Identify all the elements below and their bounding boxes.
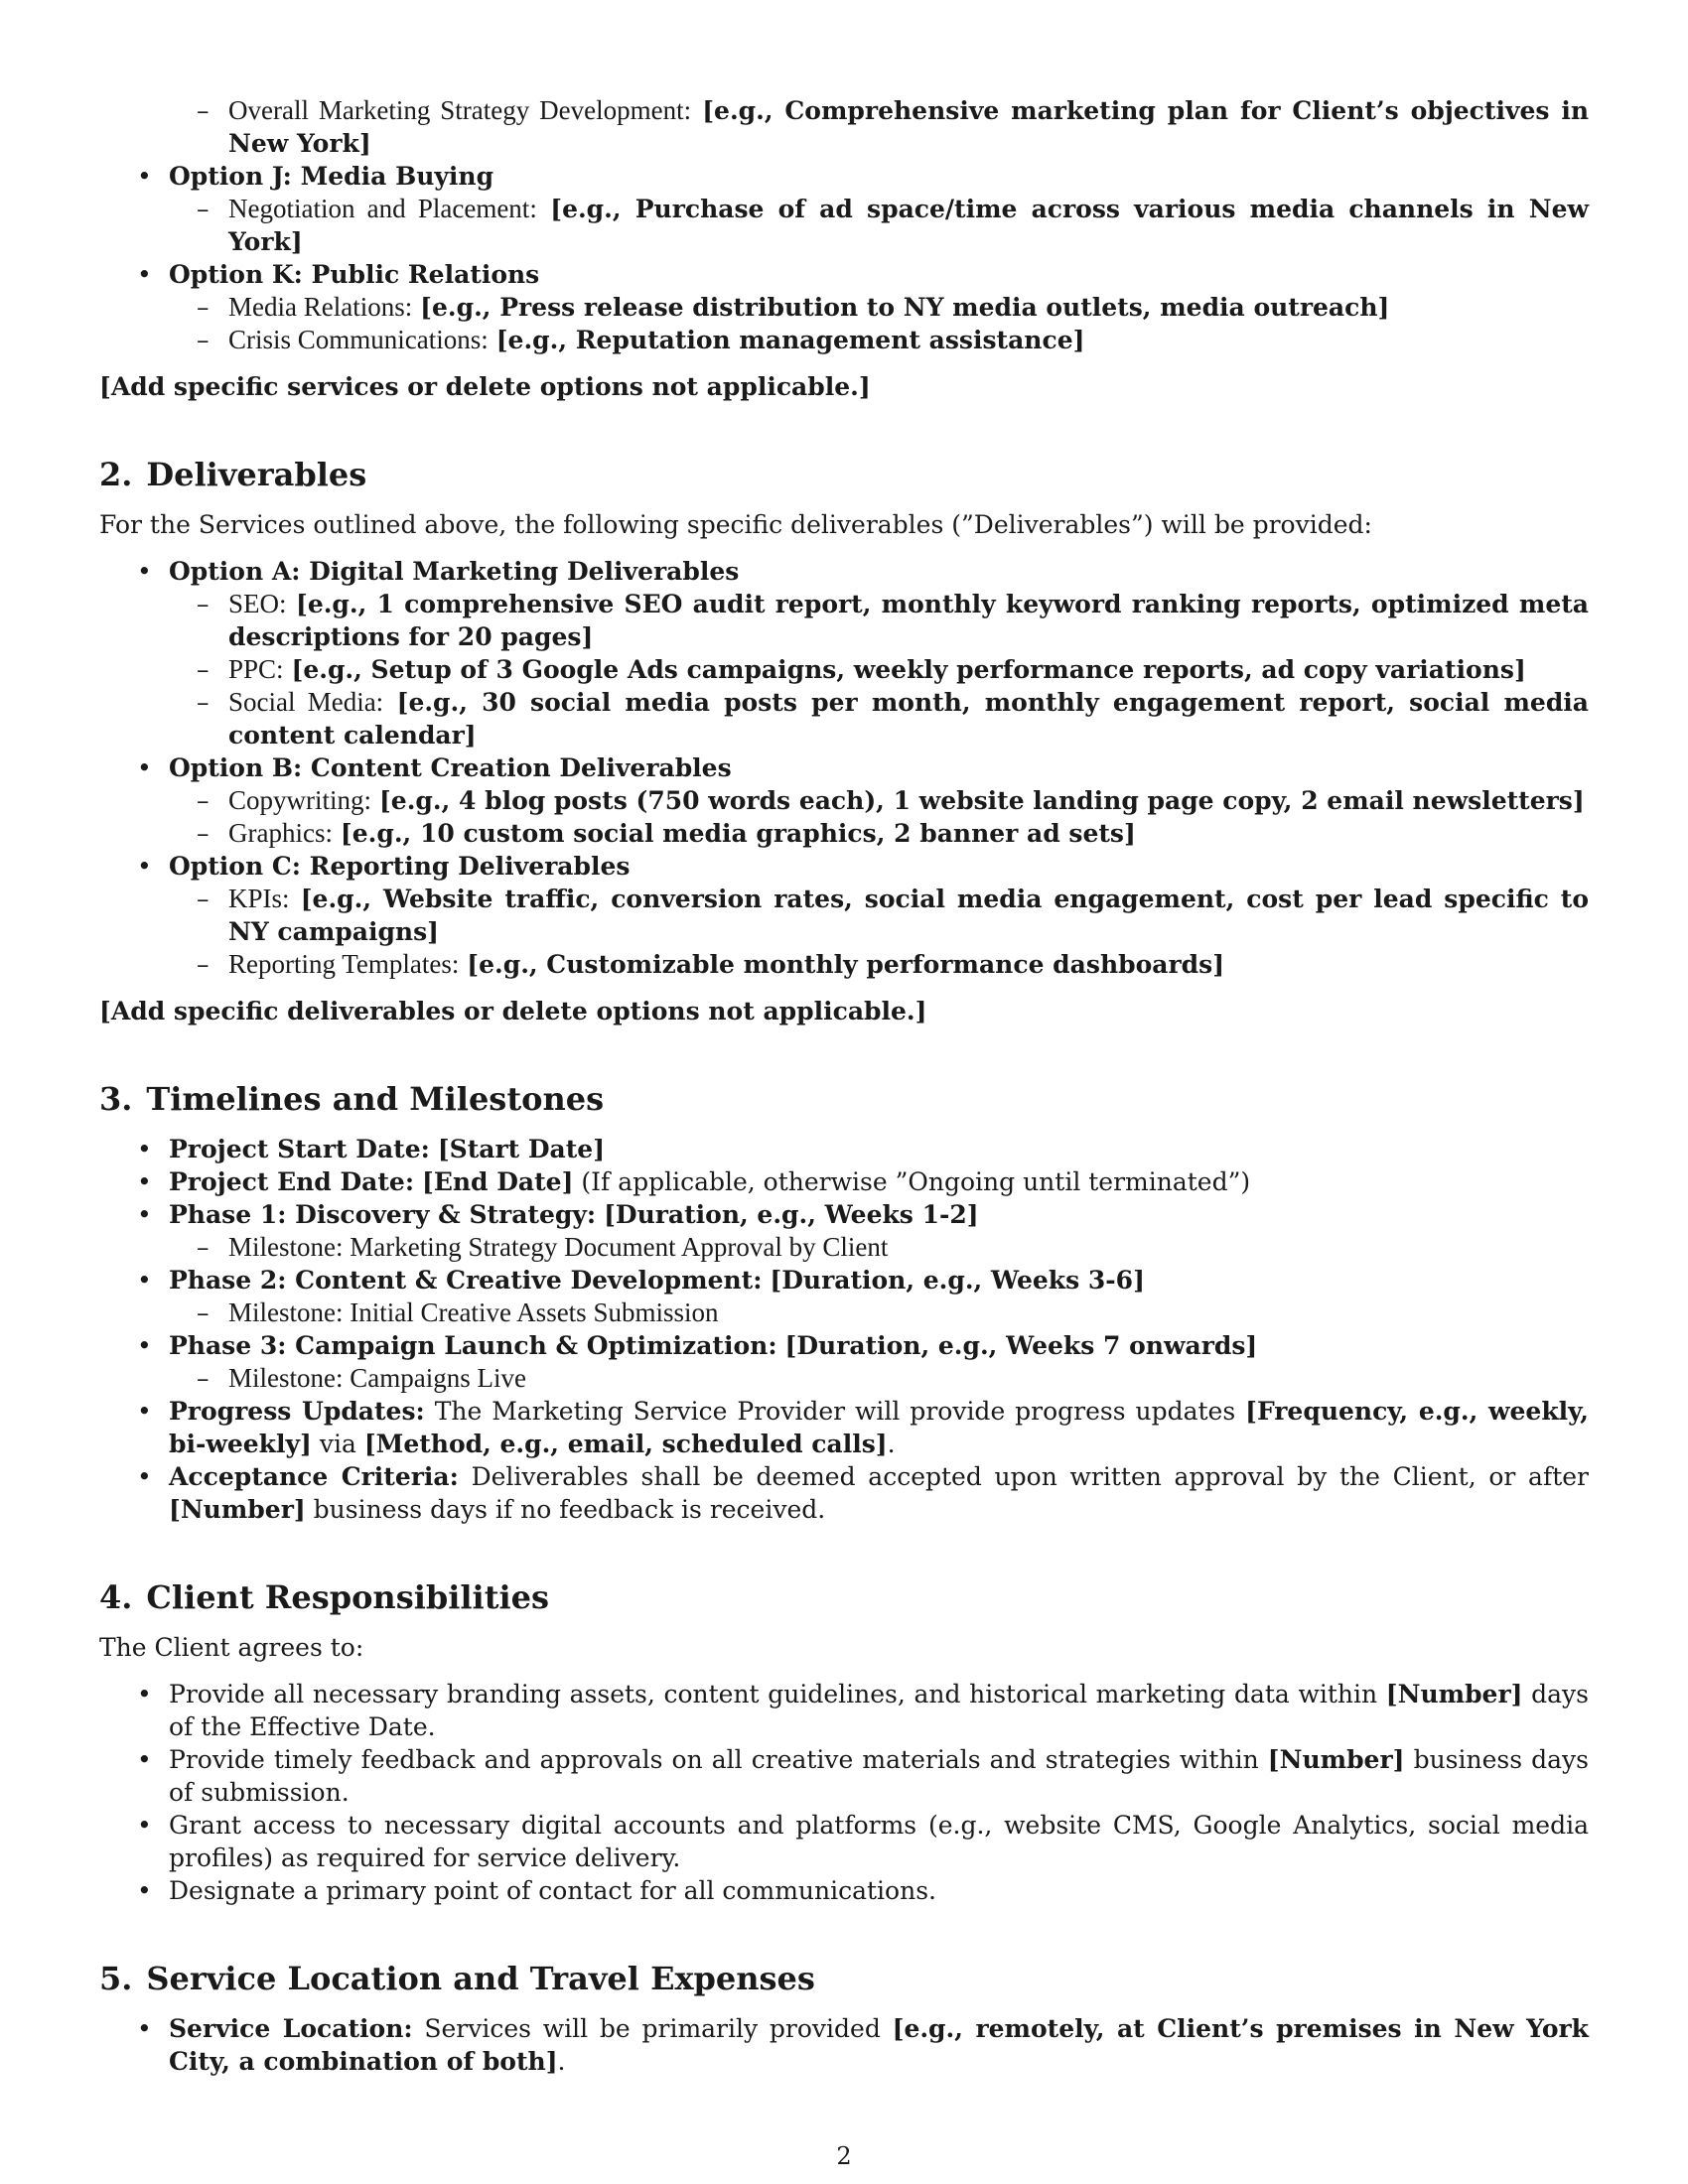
list-item: • Project Start Date: [Start Date] [99,1133,1589,1165]
list-item: • Designate a primary point of contact for all communications. [99,1874,1589,1907]
option-a: • Option A: Digital Marketing Deliverables – SEO: [e.g., 1 comprehensive SEO audit report, monthly keyword ranking reports, optimized meta descriptions for 20 pages] – PPC: [e.g., Setup of 3 Google Ads campaigns, weekly performance reports, ad copy variations] – Social Media: [e.g., 30 social media posts per month, monthly engagement report, social media content calendar] [99,555,1589,751]
list-item: – Graphics: [e.g., 10 custom social media graphics, 2 banner ad sets] [169,817,1589,850]
section-intro: The Client agrees to: [99,1633,364,1662]
list-item: • Phase 1: Discovery & Strategy: [Duration, e.g., Weeks 1-2] – Milestone: Marketing Strategy Document Approval by Client [99,1198,1589,1264]
section-heading-timelines: 3. Timelines and Milestones [99,1080,605,1118]
list-item: – Reporting Templates: [e.g., Customizable monthly performance dashboards] [169,948,1589,981]
list-item: • Progress Updates: The Marketing Service Provider will provide progress updates [Frequency, e.g., weekly, bi-weekly] via [Method, e.g., email, scheduled calls]. [99,1395,1589,1460]
section-heading-client-responsibilities: 4. Client Responsibilities [99,1578,550,1616]
list-item: – PPC: [e.g., Setup of 3 Google Ads campaigns, weekly performance reports, ad copy variations] [169,653,1589,686]
list-item: – Social Media: [e.g., 30 social media posts per month, monthly engagement report, social media content calendar] [169,686,1589,751]
deliverables-list [99,555,1589,981]
section-intro: For the Services outlined above, the following specific deliverables (”Deliverables”) will be provided: [99,510,1372,539]
list-item: • Acceptance Criteria: Deliverables shall be deemed accepted upon written approval by the Client, or after [Number] business days if no feedback is received. [99,1460,1589,1526]
responsibilities-list [99,1678,1589,1907]
option-k [99,258,1589,356]
continued-sublist [99,94,1589,160]
timelines-list [99,1133,1589,1526]
list-item: • Phase 3: Campaign Launch & Optimization: [Duration, e.g., Weeks 7 onwards] – Milestone: Campaigns Live [99,1329,1589,1395]
list-item: • Provide timely feedback and approvals on all creative materials and strategies within [Number] business days of submission. [99,1743,1589,1809]
page-number: 2 [836,2142,852,2170]
milestone: – Milestone: Campaigns Live [169,1362,1589,1395]
options-list [99,160,1589,356]
list-item: – Crisis Communications: [e.g., Reputation management assistance] [169,324,1589,356]
list-item: • Service Location: Services will be primarily provided [e.g., remotely, at Client’s premises in New York City, a combination of both]. [99,2012,1589,2078]
list-item: – Negotiation and Placement: [e.g., Purchase of ad space/time across various media channels in New York] [169,193,1589,258]
list-item: • Project End Date: [End Date] (If applicable, otherwise ”Ongoing until terminated”) [99,1165,1589,1198]
list-item: • Phase 2: Content & Creative Development: [Duration, e.g., Weeks 3-6] – Milestone: Initial Creative Assets Submission [99,1264,1589,1329]
list-item: • Provide all necessary branding assets, content guidelines, and historical marketing data within [Number] days of the Effective Date. [99,1678,1589,1743]
option-title: Option J: Media Buying [169,162,494,191]
option-j [99,160,1589,258]
option-b: • Option B: Content Creation Deliverables – Copywriting: [e.g., 4 blog posts (750 words each), 1 website landing page copy, 2 email newsletters] – Graphics: [e.g., 10 custom social media graphics, 2 banner ad sets] [99,751,1589,850]
list-item: – Media Relations: [e.g., Press release distribution to NY media outlets, media outreach] [169,291,1589,324]
option-title: Option K: Public Relations [169,260,540,289]
services-note: [Add specific services or delete options not applicable.] [99,372,871,401]
document-page [99,94,1589,2078]
service-location-list [99,2012,1589,2078]
list-item: – SEO: [e.g., 1 comprehensive SEO audit report, monthly keyword ranking reports, optimized meta descriptions for 20 pages] [169,588,1589,653]
list-item: – Copywriting: [e.g., 4 blog posts (750 words each), 1 website landing page copy, 2 email newsletters] [169,784,1589,817]
milestone: – Milestone: Marketing Strategy Document Approval by Client [169,1231,1589,1264]
deliverables-note: [Add specific deliverables or delete options not applicable.] [99,997,927,1025]
milestone: – Milestone: Initial Creative Assets Submission [169,1297,1589,1329]
option-c: • Option C: Reporting Deliverables – KPIs: [e.g., Website traffic, conversion rates, social media engagement, cost per lead specific to NY campaigns] – Reporting Templates: [e.g., Customizable monthly performance dashboards] [99,850,1589,981]
list-item: – KPIs: [e.g., Website traffic, conversion rates, social media engagement, cost per lead specific to NY campaigns] [169,883,1589,948]
list-item: – Overall Marketing Strategy Development: [e.g., Comprehensive marketing plan for Client’s objectives in New York] [169,94,1589,160]
list-item: • Grant access to necessary digital accounts and platforms (e.g., website CMS, Google Analytics, social media profiles) as required for service delivery. [99,1809,1589,1874]
section-heading-deliverables: 2. Deliverables [99,456,367,493]
section-heading-service-location: 5. Service Location and Travel Expenses [99,1960,815,1997]
